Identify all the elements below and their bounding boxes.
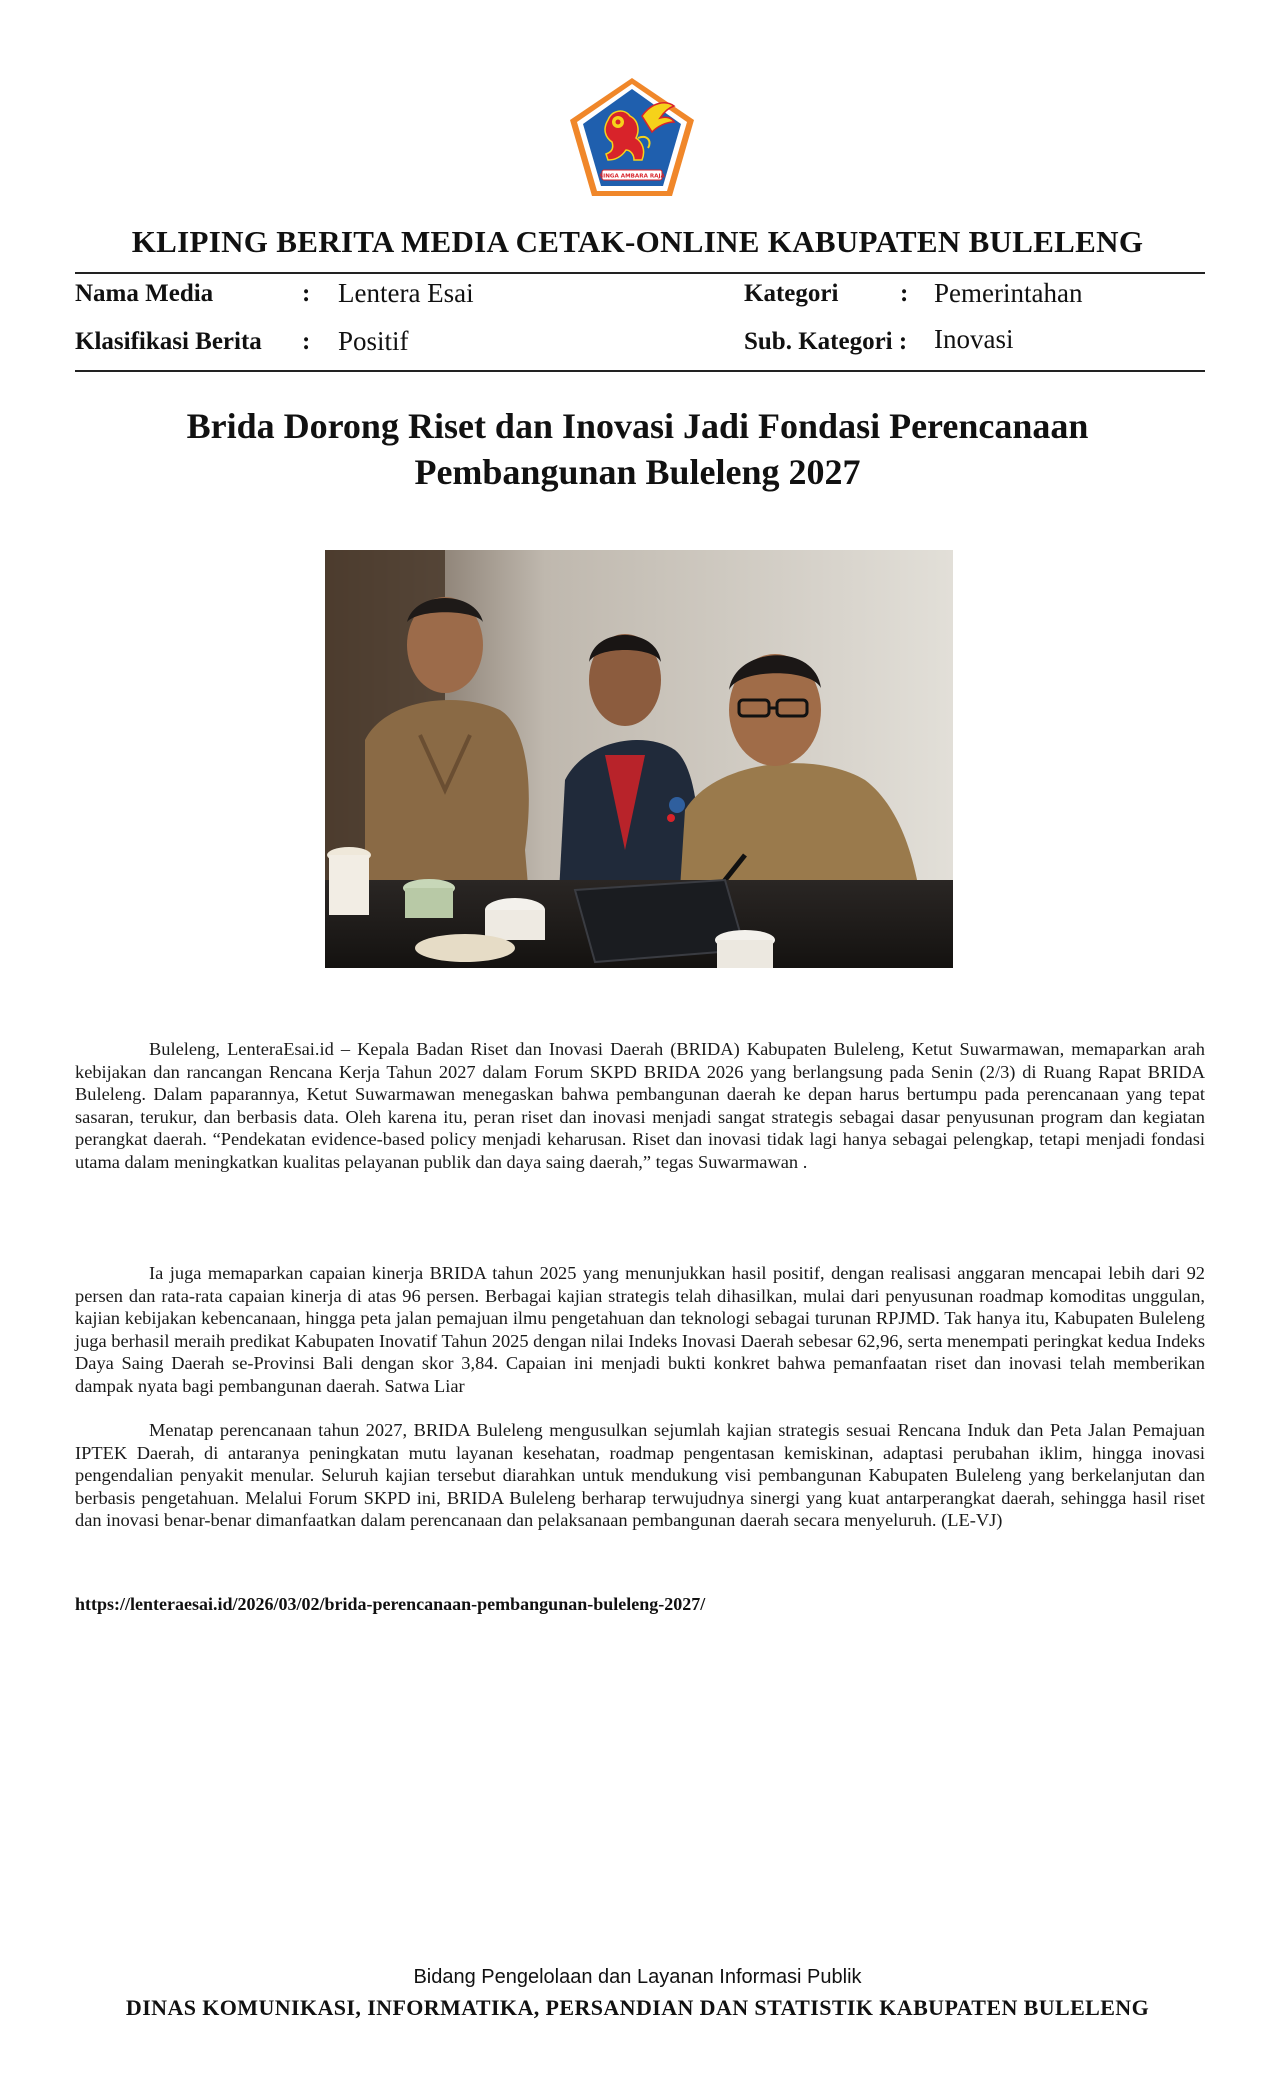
category-label: Kategori (744, 280, 839, 307)
footer-agency: DINAS KOMUNIKASI, INFORMATIKA, PERSANDIAN DAN STATISTIK KABUPATEN BULELENG (125, 1995, 1150, 2020)
source-link[interactable]: https://lenteraesai.id/2026/03/02/brida-perencanaan-pembangunan-buleleng-2027/ (75, 1594, 706, 1614)
document-title: KLIPING BERITA MEDIA CETAK-ONLINE KABUPATEN BULELENG (131, 224, 1144, 259)
article-paragraph: Menatap perencanaan tahun 2027, BRIDA Buleleng mengusulkan sejumlah kajian strategis sesuai Rencana Induk dan Peta Jalan Pemajuan IPTEK Daerah, di antaranya peningkatan mutu layanan kesehatan, roadmap pengentasan kemiskinan, adaptasi perubahan iklim, hingga inovasi pengendalian penyakit menular. Seluruh kajian tersebut diarahkan untuk mendukung visi pembangunan Kabupaten Buleleng yang berkelanjutan dan berbasis pengetahuan. Melalui Forum SKPD ini, BRIDA Buleleng berharap terwujudnya sinergi yang kuat antarperangkat daerah, sehingga hasil riset dan inovasi benar-benar dimanfaatkan dalam perencanaan dan pelaksanaan pembangunan daerah secara menyeluruh. (LE-VJ) (75, 1420, 1205, 1531)
header-divider-top (75, 272, 1205, 274)
header-divider-bottom (75, 370, 1205, 372)
media-name-value: Lentera Esai (338, 278, 474, 308)
article-photo (325, 550, 953, 968)
category-value: Pemerintahan (934, 278, 1083, 308)
news-classification-value: Positif (338, 326, 409, 356)
article-headline (140, 403, 1135, 495)
subcategory-label: Sub. Kategori : (744, 328, 908, 355)
logo-motto-text: SINGA AMBARA RAJA (599, 173, 665, 180)
buleleng-emblem-logo (568, 76, 696, 198)
headline-line-2: Pembangunan Buleleng 2027 (414, 452, 861, 492)
subcategory-value: Inovasi (934, 324, 1014, 354)
news-classification-label: Klasifikasi Berita (75, 328, 262, 355)
news-classification-separator: : (302, 328, 311, 355)
article-paragraph: Buleleng, LenteraEsai.id – Kepala Badan Riset dan Inovasi Daerah (BRIDA) Kabupaten Buleleng, Ketut Suwarmawan, memaparkan arah kebijakan dan rancangan Rencana Kerja Tahun 2027 dalam Forum SKPD BRIDA 2026 yang berlangsung pada Senin (2/3) di Ruang Rapat BRIDA Buleleng. Dalam paparannya, Ketut Suwarmawan menegaskan bahwa pembangunan daerah ke depan harus bertumpu pada perencanaan yang tepat sasaran, terukur, dan berbasis data. Oleh karena itu, peran riset dan inovasi menjadi sangat strategis sebagai dasar penyusunan program dan kegiatan perangkat daerah. “Pendekatan evidence-based policy menjadi keharusan. Riset dan inovasi tidak lagi hanya sebagai pelengkap, tetapi menjadi fondasi utama dalam meningkatkan kualitas pelayanan publik dan daya saing daerah,” tegas Suwarmawan . (75, 1039, 1205, 1172)
headline-line-1: Brida Dorong Riset dan Inovasi Jadi Fondasi Perencanaan (186, 406, 1089, 446)
category-separator: : (900, 280, 909, 307)
footer-department: Bidang Pengelolaan dan Layanan Informasi Publik (413, 1966, 862, 1988)
article-paragraph: Ia juga memaparkan capaian kinerja BRIDA tahun 2025 yang menunjukkan hasil positif, dengan realisasi anggaran mencapai lebih dari 92 persen dan rata-rata capaian kinerja di atas 96 persen. Berbagai kajian strategis telah dihasilkan, mulai dari penyusunan roadmap komoditas unggulan, kajian kebijakan kebencanaan, hingga peta jalan pemajuan ilmu pengetahuan dan teknologi sebagai turunan RPJMD. Tak hanya itu, Kabupaten Buleleng juga berhasil meraih predikat Kabupaten Inovatif Tahun 2025 dengan nilai Indeks Inovasi Daerah sebesar 62,96, serta menempati peringkat kedua Indeks Daya Saing Daerah se-Provinsi Bali dengan skor 3,84. Capaian ini menjadi bukti konkret bahwa pemanfaatan riset dan inovasi telah memberikan dampak nyata bagi pembangunan daerah. Satwa Liar (75, 1263, 1205, 1396)
media-name-separator: : (302, 280, 311, 307)
buleleng-singa-ambara-raja-emblem-icon (568, 76, 696, 198)
media-name-label: Nama Media (75, 280, 214, 307)
